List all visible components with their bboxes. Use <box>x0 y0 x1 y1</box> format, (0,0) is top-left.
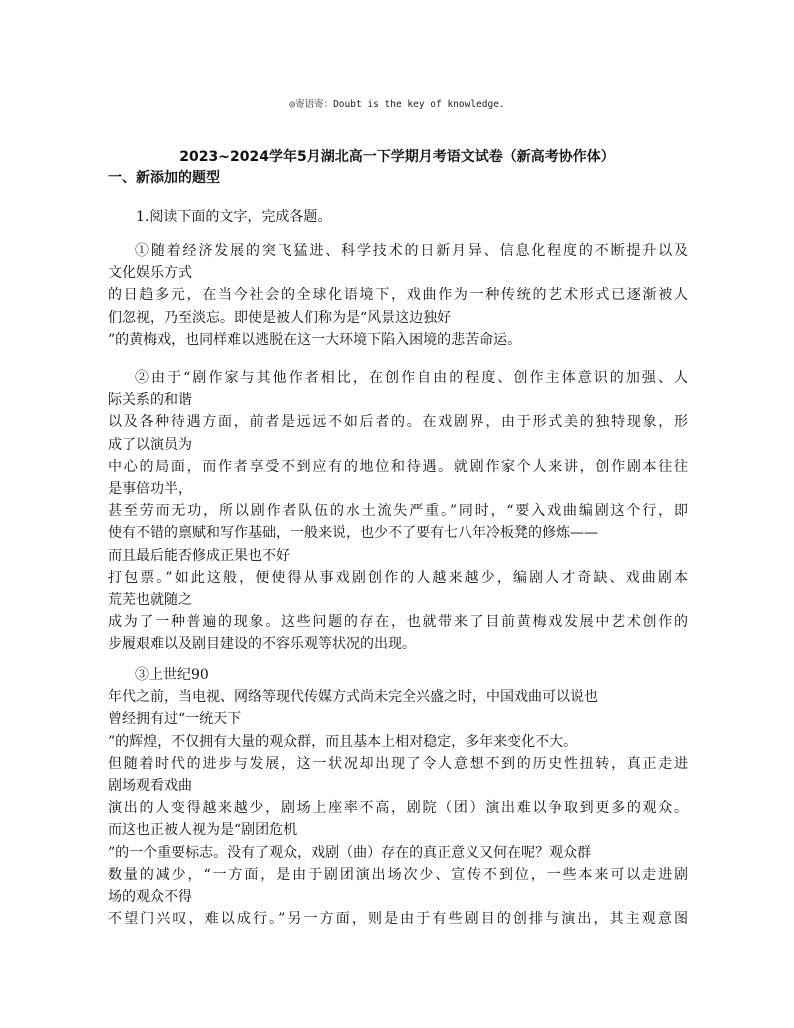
paragraph-line: 而且最后能否修成正果也不好 <box>108 547 290 564</box>
paragraph-line: 打包票。”如此这般，便使得从事戏剧创作的人越来越少，编剧人才奇缺、戏曲剧本 <box>108 569 688 586</box>
paragraph-line: 场的观众不得 <box>108 889 192 906</box>
paragraph-line: 但随着时代的进步与发展，这一状况却出现了令人意想不到的历史性扭转，真正走进 <box>108 755 688 772</box>
paragraph-1 <box>108 240 688 351</box>
paragraph-line: ”的辉煌，不仅拥有大量的观众群，而且基本上相对稳定，多年来变化不大。 <box>108 733 578 750</box>
paragraph-line: 际关系的和谐 <box>108 392 192 409</box>
paragraph-line: 中心的局面，而作者享受不到应有的地位和待遇。就剧作家个人来讲，创作剧本往往 <box>108 458 688 475</box>
paragraph-3 <box>108 664 688 930</box>
paragraph-line: ②由于“剧作家与其他作者相比，在创作自由的程度、创作主体意识的加强、人 <box>135 370 688 386</box>
paragraph-line: 使有不错的禀赋和写作基础，一般来说，也少不了要有七八年冷板凳的修炼—— <box>108 525 598 542</box>
page-title: 2023~2024学年5月湖北高一下学期月考语文试卷（新高考协作体） <box>179 149 615 165</box>
header-motto: ◎寄语寄：Doubt is the key of knowledge. <box>289 99 505 110</box>
paragraph-line: 剧场观看戏曲 <box>108 778 192 795</box>
paragraph-line: 以及各种待遇方面，前者是远远不如后者的。在戏剧界，由于形式美的独特现象，形 <box>108 414 688 431</box>
paragraph-line: 的日趋多元，在当今社会的全球化语境下，戏曲作为一种传统的艺术形式已逐渐被人 <box>108 287 688 304</box>
question-prompt: 1.阅读下面的文字，完成各题。 <box>136 209 332 225</box>
paragraph-line: 数量的减少，“一方面，是由于剧团演出场次少、宣传不到位，一些本来可以走进剧 <box>108 866 688 883</box>
paragraph-line: 步履艰难以及剧目建设的不容乐观等状况的出现。 <box>108 636 416 653</box>
paragraph-line: ”的黄梅戏，也同样难以逃脱在这一大环境下陷入困境的悲苦命运。 <box>108 331 522 348</box>
paragraph-line: 不望门兴叹，难以成行。”另一方面，则是由于有些剧目的创排与演出，其主观意图 <box>108 911 688 928</box>
paragraph-line: 成了以演员为 <box>108 436 192 453</box>
paragraph-2 <box>108 367 688 656</box>
paragraph-line: 荒芜也就随之 <box>108 592 192 609</box>
paragraph-line: 是事倍功半， <box>108 481 192 498</box>
paragraph-line: 曾经拥有过“一统天下 <box>108 711 242 728</box>
section-heading: 一、新添加的题型 <box>108 170 220 186</box>
paragraph-line: 演出的人变得越来越少，剧场上座率不高，剧院（团）演出难以争取到更多的观众。 <box>108 800 688 817</box>
paragraph-line: 成为了一种普遍的现象。这些问题的存在，也就带来了目前黄梅戏发展中艺术创作的 <box>108 614 688 631</box>
paragraph-line: ③上世纪90 <box>135 667 209 683</box>
paragraph-line: 们忽视，乃至淡忘。即使是被人们称为是“风景这边独好 <box>108 309 452 326</box>
paragraph-line: ”的一个重要标志。没有了观众，戏剧（曲）存在的真正意义又何在呢？观众群 <box>108 844 592 861</box>
paragraph-line: 文化娱乐方式 <box>108 265 192 282</box>
paragraph-line: 年代之前，当电视、网络等现代传媒方式尚未完全兴盛之时，中国戏曲可以说也 <box>108 689 598 706</box>
paragraph-line: ①随着经济发展的突飞猛进、科学技术的日新月异、信息化程度的不断提升以及 <box>135 243 688 259</box>
paragraph-line: 而这也正被人视为是“剧团危机 <box>108 822 298 839</box>
paragraph-line: 甚至劳而无功，所以剧作者队伍的水土流失严重。”同时，“要入戏曲编剧这个行，即 <box>108 503 688 520</box>
